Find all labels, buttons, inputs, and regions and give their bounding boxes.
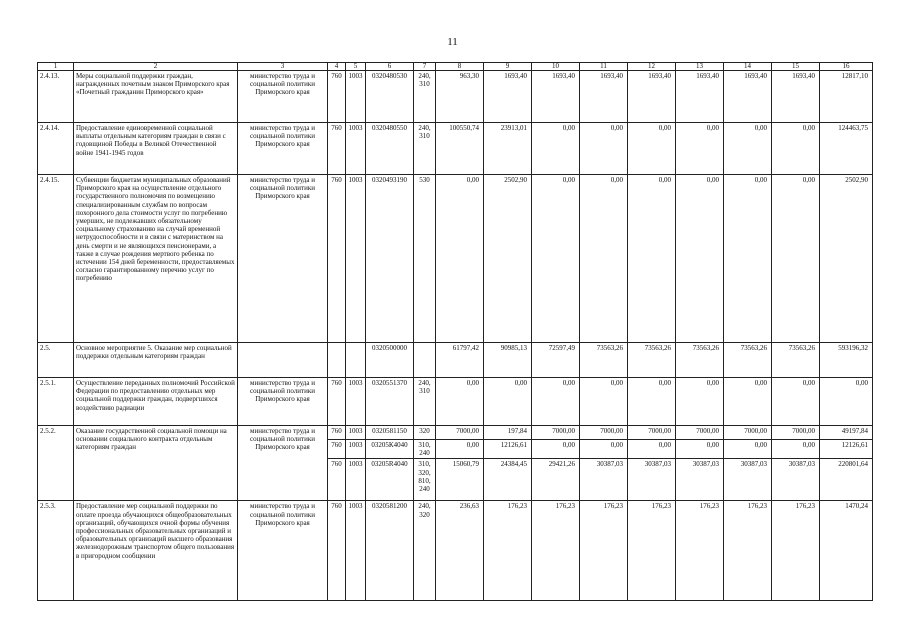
target-article-code: 03205R4040 [366, 459, 414, 501]
amount-cell: 0,00 [772, 175, 820, 343]
amount-cell: 176,23 [676, 501, 724, 601]
measure-name: Основное мероприятие 5. Оказание мер социальной поддержки отдельным категориям граждан [74, 343, 238, 378]
row-number: 2.5.2. [38, 426, 74, 501]
amount-cell: 236,63 [436, 501, 484, 601]
amount-cell: 30387,03 [628, 459, 676, 501]
program-table [37, 62, 873, 601]
amount-cell: 30387,03 [772, 459, 820, 501]
section-code: 1003 [346, 123, 366, 175]
expense-type-code: 310, 320, 810, 240 [414, 459, 436, 501]
measure-name: Осуществление переданных полномочий Российской Федерации по предоставлению отдельных мер социальной поддержки граждан, подвергшихся воздействию радиации [74, 378, 238, 426]
amount-cell: 593196,32 [820, 343, 873, 378]
table-row [38, 501, 873, 601]
grbs-code: 760 [328, 459, 346, 501]
amount-cell: 72597,49 [532, 343, 580, 378]
column-header-6: 6 [366, 63, 414, 71]
measure-name: Предоставление мер социальной поддержки по оплате проезда обучающихся общеобразовательных организаций, обучающихся очной формы обучения профессиональных образовательных организаций и образовательных организаций высшего образования железнодорожным транспортом общего пользования в пригородном сообщении [74, 501, 238, 601]
grbs-code [328, 343, 346, 378]
amount-cell: 0,00 [436, 378, 484, 426]
amount-cell: 73563,26 [580, 343, 628, 378]
amount-cell: 0,00 [628, 123, 676, 175]
amount-cell: 0,00 [580, 175, 628, 343]
amount-cell: 176,23 [532, 501, 580, 601]
column-header-1: 1 [38, 63, 74, 71]
row-number: 2.4.14. [38, 123, 74, 175]
amount-cell: 90985,13 [484, 343, 532, 378]
amount-cell: 0,00 [532, 175, 580, 343]
amount-cell: 7000,00 [436, 426, 484, 440]
target-article-code: 0320551370 [366, 378, 414, 426]
column-header-3: 3 [238, 63, 328, 71]
column-header-5: 5 [346, 63, 366, 71]
amount-cell: 30387,03 [580, 459, 628, 501]
column-header-13: 13 [676, 63, 724, 71]
expense-type-code: 240, 320 [414, 501, 436, 601]
amount-cell: 1693,40 [676, 71, 724, 123]
amount-cell: 2502,90 [820, 175, 873, 343]
responsible-executor: министерство труда и социальной политики Приморского края [238, 378, 328, 426]
amount-cell: 30387,03 [676, 459, 724, 501]
amount-cell: 0,00 [436, 440, 484, 459]
responsible-executor: министерство труда и социальной политики Приморского края [238, 71, 328, 123]
amount-cell: 7000,00 [772, 426, 820, 440]
amount-cell: 220801,64 [820, 459, 873, 501]
amount-cell: 0,00 [724, 175, 772, 343]
table-row [38, 343, 873, 378]
amount-cell: 0,00 [436, 175, 484, 343]
amount-cell: 0,00 [676, 378, 724, 426]
grbs-code: 760 [328, 71, 346, 123]
expense-type-code: 240, 310 [414, 378, 436, 426]
target-article-code: 0320493190 [366, 175, 414, 343]
amount-cell: 0,00 [484, 378, 532, 426]
amount-cell: 176,23 [772, 501, 820, 601]
target-article-code: 0320480530 [366, 71, 414, 123]
amount-cell: 12126,61 [820, 440, 873, 459]
grbs-code: 760 [328, 123, 346, 175]
amount-cell: 0,00 [580, 378, 628, 426]
expense-type-code: 530 [414, 175, 436, 343]
expense-type-code: 320 [414, 426, 436, 440]
amount-cell: 2502,90 [484, 175, 532, 343]
grbs-code: 760 [328, 501, 346, 601]
header-row [38, 63, 873, 71]
grbs-code: 760 [328, 426, 346, 440]
amount-cell: 1470,24 [820, 501, 873, 601]
amount-cell: 176,23 [484, 501, 532, 601]
amount-cell: 30387,03 [724, 459, 772, 501]
responsible-executor: министерство труда и социальной политики Приморского края [238, 426, 328, 501]
measure-name: Оказание государственной социальной помощи на основании социального контракта отдельным категориям граждан [74, 426, 238, 501]
target-article-code: 0320500000 [366, 343, 414, 378]
row-number: 2.4.13. [38, 71, 74, 123]
amount-cell: 0,00 [580, 123, 628, 175]
amount-cell: 0,00 [772, 378, 820, 426]
amount-cell: 1693,40 [532, 71, 580, 123]
amount-cell: 0,00 [772, 440, 820, 459]
amount-cell: 24384,45 [484, 459, 532, 501]
section-code: 1003 [346, 175, 366, 343]
target-article-code: 0320480550 [366, 123, 414, 175]
measure-name: Предоставление единовременной социальной выплаты отдельным категориям граждан в связи с годовщиной Победы в Великой Отечественной войне 1941-1945 годов [74, 123, 238, 175]
amount-cell: 176,23 [628, 501, 676, 601]
section-code [346, 343, 366, 378]
amount-cell: 7000,00 [580, 426, 628, 440]
responsible-executor: министерство труда и социальной политики Приморского края [238, 501, 328, 601]
table-body [38, 71, 873, 601]
amount-cell: 73563,26 [772, 343, 820, 378]
section-code: 1003 [346, 378, 366, 426]
amount-cell: 0,00 [772, 123, 820, 175]
amount-cell: 0,00 [532, 123, 580, 175]
measure-name: Субвенции бюджетам муниципальных образований Приморского края на осуществление отдельного государственного полномочия по возмещению специализированным службам по вопросам похоронного дела стоимости услуг по погребению умерших, не подлежавших обязательному социальному страхованию на случай временной нетрудоспособности и в связи с материнством на день смерти и не являющихся пенсионерами, а также в случае рождения мертвого ребенка по истечении 154 дней беременности, предоставляемых согласно гарантированному перечню услуг по погребению [74, 175, 238, 343]
page-number: 11 [447, 36, 458, 48]
amount-cell: 49197,84 [820, 426, 873, 440]
amount-cell: 61797,42 [436, 343, 484, 378]
grbs-code: 760 [328, 175, 346, 343]
measure-name: Меры социальной поддержки граждан, награжденных почетным знаком Приморского края «Почетный гражданин Приморского края» [74, 71, 238, 123]
amount-cell: 29421,26 [532, 459, 580, 501]
column-header-2: 2 [74, 63, 238, 71]
row-number: 2.5.1. [38, 378, 74, 426]
amount-cell: 0,00 [628, 440, 676, 459]
amount-cell: 1693,40 [628, 71, 676, 123]
amount-cell: 7000,00 [676, 426, 724, 440]
amount-cell: 0,00 [820, 378, 873, 426]
grbs-code: 760 [328, 378, 346, 426]
column-header-12: 12 [628, 63, 676, 71]
column-header-11: 11 [580, 63, 628, 71]
row-number: 2.5.3. [38, 501, 74, 601]
amount-cell: 0,00 [532, 440, 580, 459]
amount-cell: 0,00 [724, 440, 772, 459]
amount-cell: 7000,00 [532, 426, 580, 440]
responsible-executor: министерство труда и социальной политики Приморского края [238, 175, 328, 343]
section-code: 1003 [346, 426, 366, 440]
table-row [38, 378, 873, 426]
amount-cell: 197,84 [484, 426, 532, 440]
amount-cell: 963,30 [436, 71, 484, 123]
amount-cell: 0,00 [724, 378, 772, 426]
column-header-14: 14 [724, 63, 772, 71]
amount-cell: 0,00 [628, 378, 676, 426]
amount-cell: 73563,26 [628, 343, 676, 378]
row-number: 2.4.15. [38, 175, 74, 343]
amount-cell: 0,00 [628, 175, 676, 343]
amount-cell: 73563,26 [724, 343, 772, 378]
amount-cell: 0,00 [580, 440, 628, 459]
amount-cell: 124463,75 [820, 123, 873, 175]
amount-cell: 0,00 [532, 378, 580, 426]
column-header-16: 16 [820, 63, 873, 71]
section-code: 1003 [346, 501, 366, 601]
expense-type-code: 240, 310 [414, 123, 436, 175]
section-code: 1003 [346, 71, 366, 123]
amount-cell: 1693,40 [580, 71, 628, 123]
target-article-code: 0320581200 [366, 501, 414, 601]
amount-cell: 0,00 [724, 123, 772, 175]
grbs-code: 760 [328, 440, 346, 459]
amount-cell: 73563,26 [676, 343, 724, 378]
section-code: 1003 [346, 459, 366, 501]
amount-cell: 7000,00 [724, 426, 772, 440]
table-row [38, 175, 873, 343]
responsible-executor [238, 343, 328, 378]
column-header-4: 4 [328, 63, 346, 71]
amount-cell: 7000,00 [628, 426, 676, 440]
amount-cell: 0,00 [676, 175, 724, 343]
target-article-code: 0320581150 [366, 426, 414, 440]
column-header-7: 7 [414, 63, 436, 71]
section-code: 1003 [346, 440, 366, 459]
target-article-code: 03205К4040 [366, 440, 414, 459]
amount-cell: 1693,40 [724, 71, 772, 123]
amount-cell: 0,00 [676, 123, 724, 175]
amount-cell: 23913,01 [484, 123, 532, 175]
amount-cell: 0,00 [676, 440, 724, 459]
table-row [38, 123, 873, 175]
column-header-8: 8 [436, 63, 484, 71]
amount-cell: 176,23 [580, 501, 628, 601]
expense-type-code [414, 343, 436, 378]
table-row [38, 426, 873, 440]
amount-cell: 12126,61 [484, 440, 532, 459]
column-header-10: 10 [532, 63, 580, 71]
expense-type-code: 240, 310 [414, 71, 436, 123]
row-number: 2.5. [38, 343, 74, 378]
amount-cell: 176,23 [724, 501, 772, 601]
table-row [38, 71, 873, 123]
column-header-9: 9 [484, 63, 532, 71]
amount-cell: 12817,10 [820, 71, 873, 123]
amount-cell: 15060,79 [436, 459, 484, 501]
responsible-executor: министерство труда и социальной политики Приморского края [238, 123, 328, 175]
amount-cell: 100550,74 [436, 123, 484, 175]
column-header-15: 15 [772, 63, 820, 71]
expense-type-code: 310, 240 [414, 440, 436, 459]
amount-cell: 1693,40 [484, 71, 532, 123]
amount-cell: 1693,40 [772, 71, 820, 123]
